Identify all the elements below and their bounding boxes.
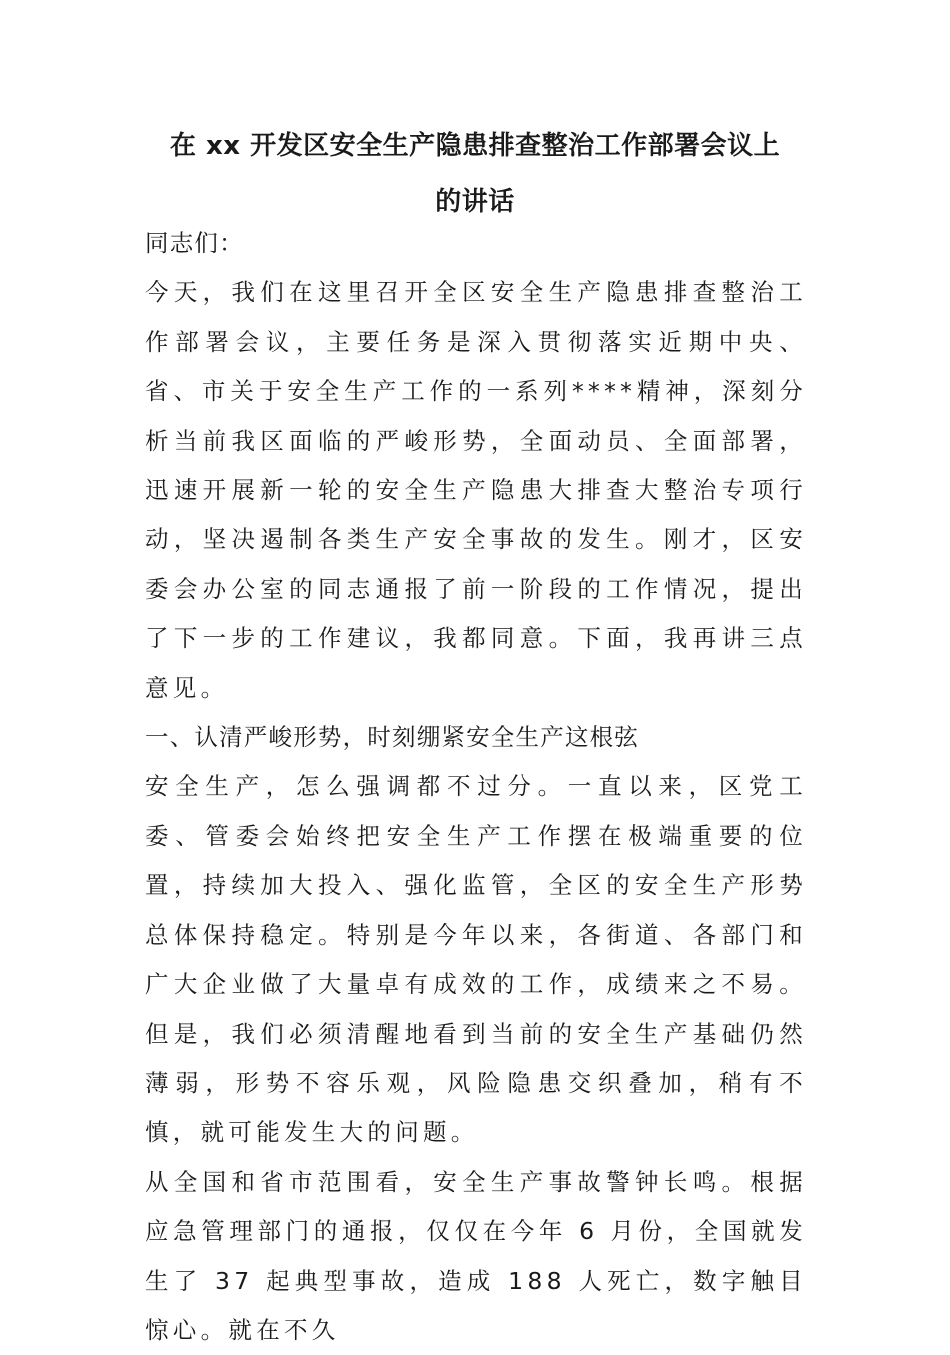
- paragraph-opening: 今天，我们在这里召开全区安全生产隐患排查整治工作部署会议，主要任务是深入贯彻落实近期中央、省、市关于安全生产工作的一系列****精神，深刻分析当前我区面临的严峻形势，全面动员、全面部署，迅速开展新一轮的安全生产隐患大排查大整治专项行动，坚决遏制各类生产安全事故的发生。刚才，区安委会办公室的同志通报了前一阶段的工作情况，提出了下一步的工作建议，我都同意。下面，我再讲三点意见。: [145, 278, 807, 702]
- title-line-2: 的讲话: [435, 187, 515, 217]
- salutation: 同志们：: [145, 229, 244, 257]
- document-body: [145, 219, 807, 1355]
- paragraph-national: 从全国和省市范围看，安全生产事故警钟长鸣。根据应急管理部门的通报，仅仅在今年 6 月份，全国就发生了 37 起典型事故，造成 188 人死亡，数字触目惊心。就在不久: [145, 1167, 807, 1344]
- section-heading-1: 一、认清严峻形势，时刻绷紧安全生产这根弦: [145, 723, 639, 752]
- paragraph-situation: 安全生产，怎么强调都不过分。一直以来，区党工委、管委会始终把安全生产工作摆在极端重要的位置，持续加大投入、强化监管，全区的安全生产形势总体保持稳定。特别是今年以来，各街道、各部门和广大企业做了大量卓有成效的工作，成绩来之不易。但是，我们必须清醒地看到当前的安全生产基础仍然薄弱，形势不容乐观，风险隐患交织叠加，稍有不慎，就可能发生大的问题。: [145, 772, 807, 1147]
- document-title: [145, 118, 805, 230]
- title-line-1: 在 xx 开发区安全生产隐患排查整治工作部署会议上: [169, 131, 781, 161]
